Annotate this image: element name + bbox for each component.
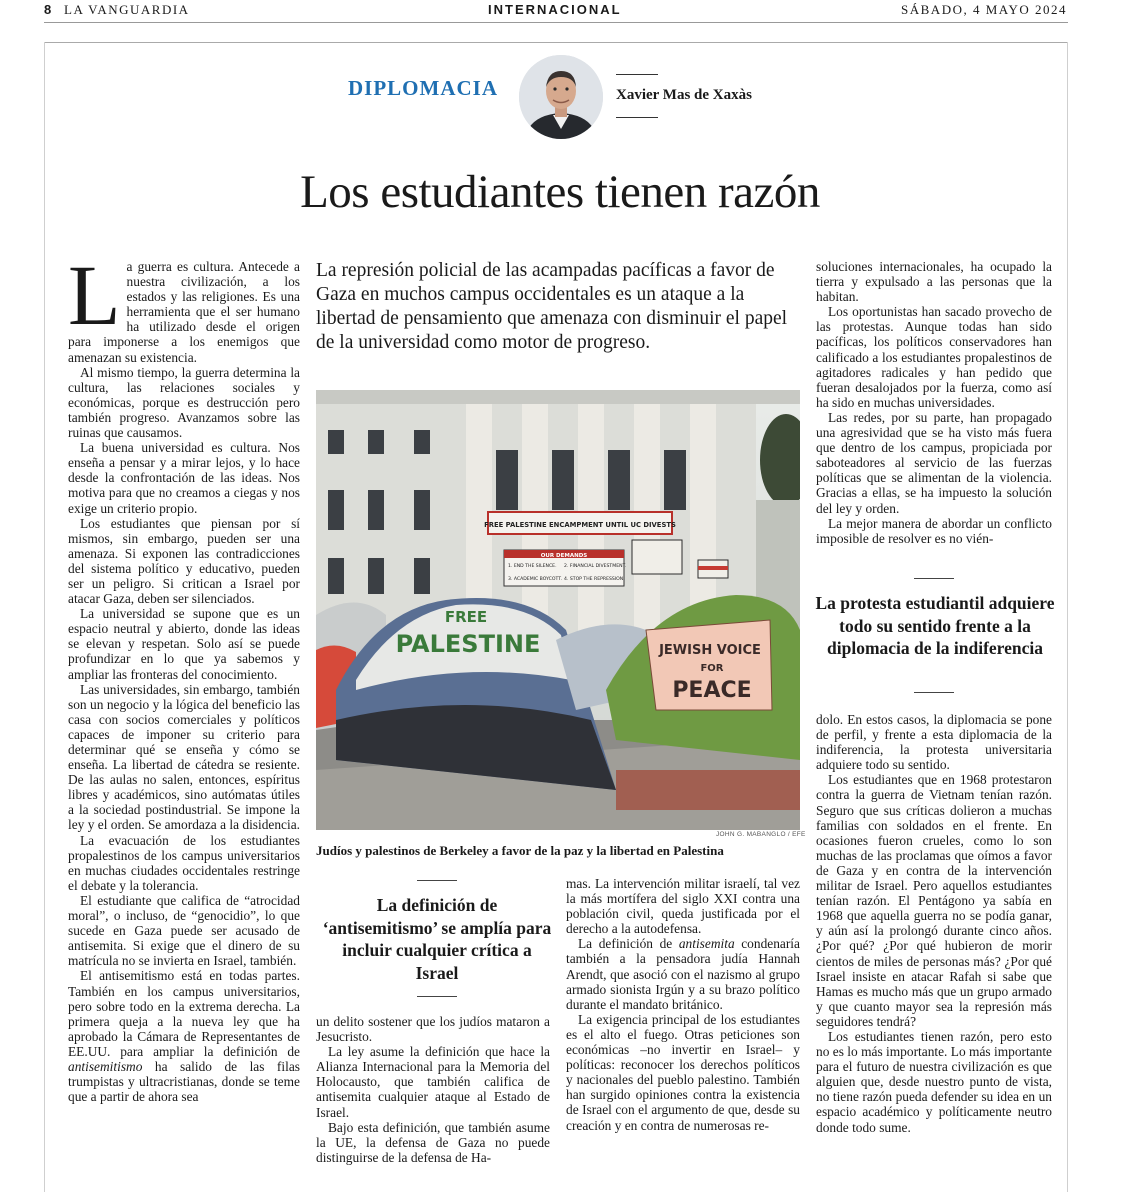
box-top-rule [44,42,1068,43]
pullquote-rule [914,578,954,579]
banner-demand-3: 3. ACADEMIC BOYCOTT. [508,577,562,582]
headline: Los estudiantes tienen razón [300,166,820,218]
column-section-label: DIPLOMACIA [348,76,498,100]
author-byline: Xavier Mas de Xaxàs [616,87,752,103]
news-photo [316,390,800,830]
tent-sign-free: FREE [444,608,488,626]
paragraph: La exigencia principal de los estudiantes es el alto el fuego. Otras peticiones son económicas –no invertir en Israel– y políticas: reconocer los derechos políticos y nacionales del pueblo palestino. También han surgido opiniones contra la existencia de Israel con el argumento de que, desde su creación y en contra de numerosas re- [566,1011,800,1133]
newspaper-name: LA VANGUARDIA [64,2,190,17]
pullquote-rule [914,692,954,693]
issue-date: SÁBADO, 4 MAYO 2024 [901,2,1067,17]
author-rule-top [616,74,658,75]
page-number: 8 [44,2,52,17]
banner-demand-1: 1. END THE SILENCE. [508,564,557,569]
banner-demands: OUR DEMANDS [540,553,588,559]
paragraph: La buena universidad es cultura. Nos enseña a pensar y a mirar lejos, y lo hace desde la confrontación de las ideas. Nos motiva para que no creamos a ciegas y nos exige un criterio propio. [68,440,300,516]
banner-encampment: FREE PALESTINE ENCAMPMENT UNTIL UC DIVESTS [484,521,676,529]
tent-sign-peace: PEACE [672,678,752,703]
paragraph: soluciones internacionales, ha ocupado la tierra y expulsado a las personas que la habitan. [816,259,1052,305]
body-column-4-bottom [816,712,1052,1135]
author-rule-bottom [616,117,658,118]
paragraph: Los estudiantes que piensan por sí mismos, sin embargo, pueden ser una amenaza. Si exponen las contradicciones del sistema político y educativo, pueden ser un peligro. Si critican a Israel por atacar Gaza, deben ser silenciados. [68,515,300,607]
paragraph: Las redes, por su parte, han propagado una agresividad que se ha visto más fuera que dentro de los campus, propiciada por saboteadores al servicio de las fuerzas políticas que se alimentan de la violencia. Gracias a ellas, se ha impuesto la solución del ley y orden. [816,409,1052,516]
paragraph: mas. La intervención militar israelí, tal vez la más mortífera del siglo XXI contra una población civil, queda justificada por el derecho a la autodefensa. [566,876,800,937]
pullquote-antisemitismo: La definición de ‘antisemitismo’ se amplía para incluir cualquier crítica a Israel [322,895,552,983]
author-avatar [519,55,603,139]
body-column-1 [68,247,301,1105]
paragraph: un delito sostener que los judíos mataron a Jesucristo. [316,1014,550,1045]
paragraph: Los estudiantes tienen razón, pero esto no es lo más importante. Lo más importante para el futuro de nuestra civilización es que alguien que, desde nuestro punto de vista, no tiene razón pueda defender su idea en un espacio académico y políticamente neutro donde todo sume. [816,1028,1052,1135]
tent-sign-jewish-voice: JEWISH VOICE [659,643,761,658]
pullquote-rule [417,880,457,881]
paragraph: La universidad se supone que es un espacio neutral y abierto, donde las ideas se elevan y respetan. Solo así se puede profundizar en lo que ya sabemos y ampliar las fronteras del conocimiento. [68,606,300,682]
box-right-rule [1067,42,1068,1192]
paragraph: Las universidades, sin embargo, también son un negocio y la lógica del beneficio las casa con socios comerciales y políticos capaces de imponer su criterio para determinar qué se enseña y cómo se enseña. La libertad de cátedra se resiente. De las aulas no salen, entonces, espíritus libres y académicos, sino autómatas útiles a la sociedad postindustrial. Se impone la ley y el orden. Se amordaza a la disidencia. [68,681,301,833]
banner-demand-2: 2. FINANCIAL DIVESTMENT. [564,564,627,569]
paragraph: Los oportunistas han sacado provecho de las protestas. Aunque todas han sido pacíficas, los políticos conservadores han calificado a los estudiantes propalestinos de agitadores radicales y han pedido que fueran desalojados por la fuerza, como así ha sido en muchas universidades. [816,304,1052,410]
article-deck: La represión policial de las acampadas pacíficas a favor de Gaza en muchos campus occidentales es un ataque a la libertad de pensamiento que amenaza con disminuir el papel de la universidad como motor de progreso. [316,260,788,353]
paragraph: El estudiante que califica de “atrocidad moral”, o incluso, de “genocidio”, lo que sucede en Gaza puede ser acusado de antisemita. Si exige que el dinero de su matrícula no se invierta en Israel, también. [68,892,300,969]
tent-sign-for: FOR [700,663,724,674]
section-name: INTERNACIONAL [488,2,622,17]
body-column-3 [566,876,800,1133]
paragraph: La mejor manera de abordar un conflicto imposible de resolver es no vién- [816,515,1052,546]
tent-sign-palestine: PALESTINE [395,630,541,658]
folio-rule [44,22,1068,23]
paragraph: La definición de antisemita condenaría también a la pensadora judía Hannah Arendt, que asoció con el nazismo al grupo armado sionista Irgún y a su brazo político durante el mandato británico. [566,936,800,1012]
box-left-rule [44,42,45,1192]
photo-credit: JOHN G. MABANGLO / EFE [716,831,806,838]
pullquote-rule [417,996,457,997]
paragraph: El antisemitismo está en todas partes. También en los campus universitarios, pero sobre todo en la extrema derecha. La primera queja a la nueva ley que ha aprobado la Cámara de Representantes de EE.UU. para ampliar la definición de antisemitismo ha salido de las filas trumpistas y ultracristianas, donde se teme que a partir de ahora sea [68,968,300,1105]
photo-caption: Judíos y palestinos de Berkeley a favor de la paz y la libertad en Palestina [316,843,724,858]
banner-demand-4: 4. STOP THE REPRESSION. [564,577,625,582]
drop-cap: L [68,247,121,343]
paragraph: La evacuación de los estudiantes propalestinos de los campus universitarios en muchas ciudades occidentales restringe el debate y la tolerancia. [68,832,300,893]
paragraph: Los estudiantes que en 1968 protestaron contra la guerra de Vietnam tenían razón. Seguro que sus críticas dolieron a muchas familias con soldados en el frente. En ocasiones fueron crueles, como lo son muchas de las proclamas que oímos a favor de Gaza y en contra de la intervención militar de Israel. Pero aquellos estudiantes tenían razón. El Pentágono ya sabía en 1968 que aquella guerra no se podía ganar, y aún así la prolongó durante cinco años. ¿Por qué? ¿Por qué hubieron de morir cientos de miles de personas más? ¿Por qué Israel insiste en atacar Rafah si sabe que Hamas es mucho más que un grupo armado y que cuanto mayor sea la represión más seguidores tendrá? [816,772,1052,1029]
paragraph: Bajo esta definición, que también asume la UE, la defensa de Gaza no puede distinguirse de la defensa de Ha- [316,1119,550,1165]
paragraph: La ley asume la definición que hace la Alianza Internacional para la Memoria del Holocausto, que también califica de antisemita cualquier ataque al Estado de Israel. [316,1044,550,1120]
paragraph: dolo. En estos casos, la diplomacia se pone de perfil, y frente a esta diplomacia de la indiferencia, la protesta universitaria adquiere todo su sentido. [816,712,1052,773]
paragraph: Al mismo tiempo, la guerra determina la cultura, las relaciones sociales y económicas, porque es destrucción pero también progreso. Avanzamos sobre las ruinas que causamos. [68,364,300,441]
pullquote-diplomacia: La protesta estudiantil adquiere todo su sentido frente a la diplomacia de la indiferencia [815,593,1055,658]
body-column-4-top [816,259,1052,546]
body-column-2 [316,1014,550,1165]
paragraph: La guerra es cultura. Antecede a nuestra civilización, a los estados y las religiones. Es una herramienta que el ser humano ha utilizado desde el origen para imponerse a los enemigos que amenazan su existencia. [68,247,300,365]
